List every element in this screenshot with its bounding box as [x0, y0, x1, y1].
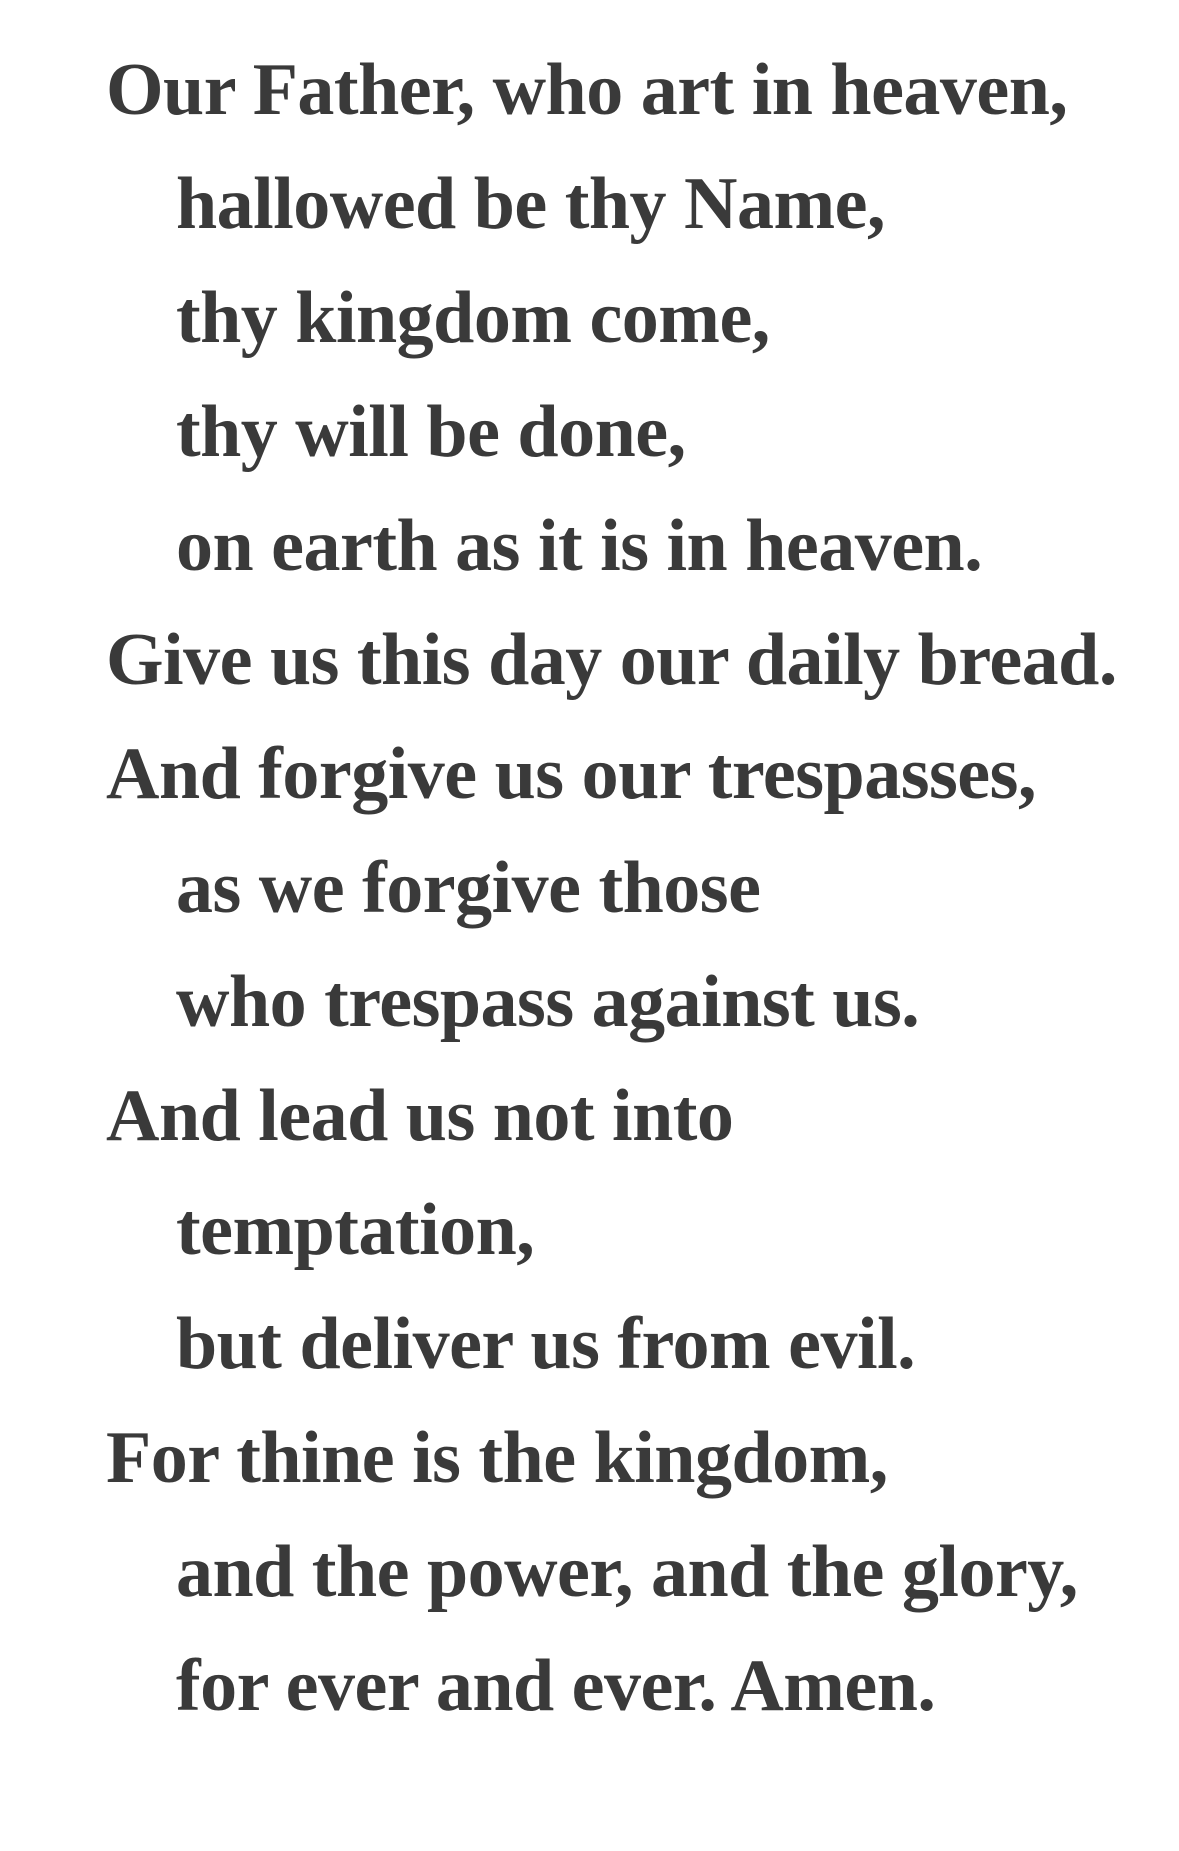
prayer-line: on earth as it is in heaven.	[176, 505, 983, 587]
prayer-line: thy will be done,	[176, 391, 686, 473]
prayer-line: and the power, and the glory,	[176, 1531, 1078, 1613]
prayer-text	[0, 38, 1179, 1748]
prayer-line: Give us this day our daily bread.	[106, 619, 1117, 701]
prayer-line: And forgive us our trespasses,	[106, 733, 1036, 815]
prayer-line: temptation,	[176, 1189, 535, 1271]
prayer-line: hallowed be thy Name,	[176, 163, 885, 245]
prayer-line: but deliver us from evil.	[176, 1303, 916, 1385]
prayer-line: for ever and ever. Amen.	[176, 1645, 936, 1727]
prayer-line: as we forgive those	[176, 847, 761, 929]
prayer-line: And lead us not into	[106, 1075, 734, 1157]
prayer-line: who trespass against us.	[176, 961, 920, 1043]
prayer-line: Our Father, who art in heaven,	[106, 49, 1068, 131]
prayer-line: thy kingdom come,	[176, 277, 770, 359]
prayer-line: For thine is the kingdom,	[106, 1417, 888, 1499]
